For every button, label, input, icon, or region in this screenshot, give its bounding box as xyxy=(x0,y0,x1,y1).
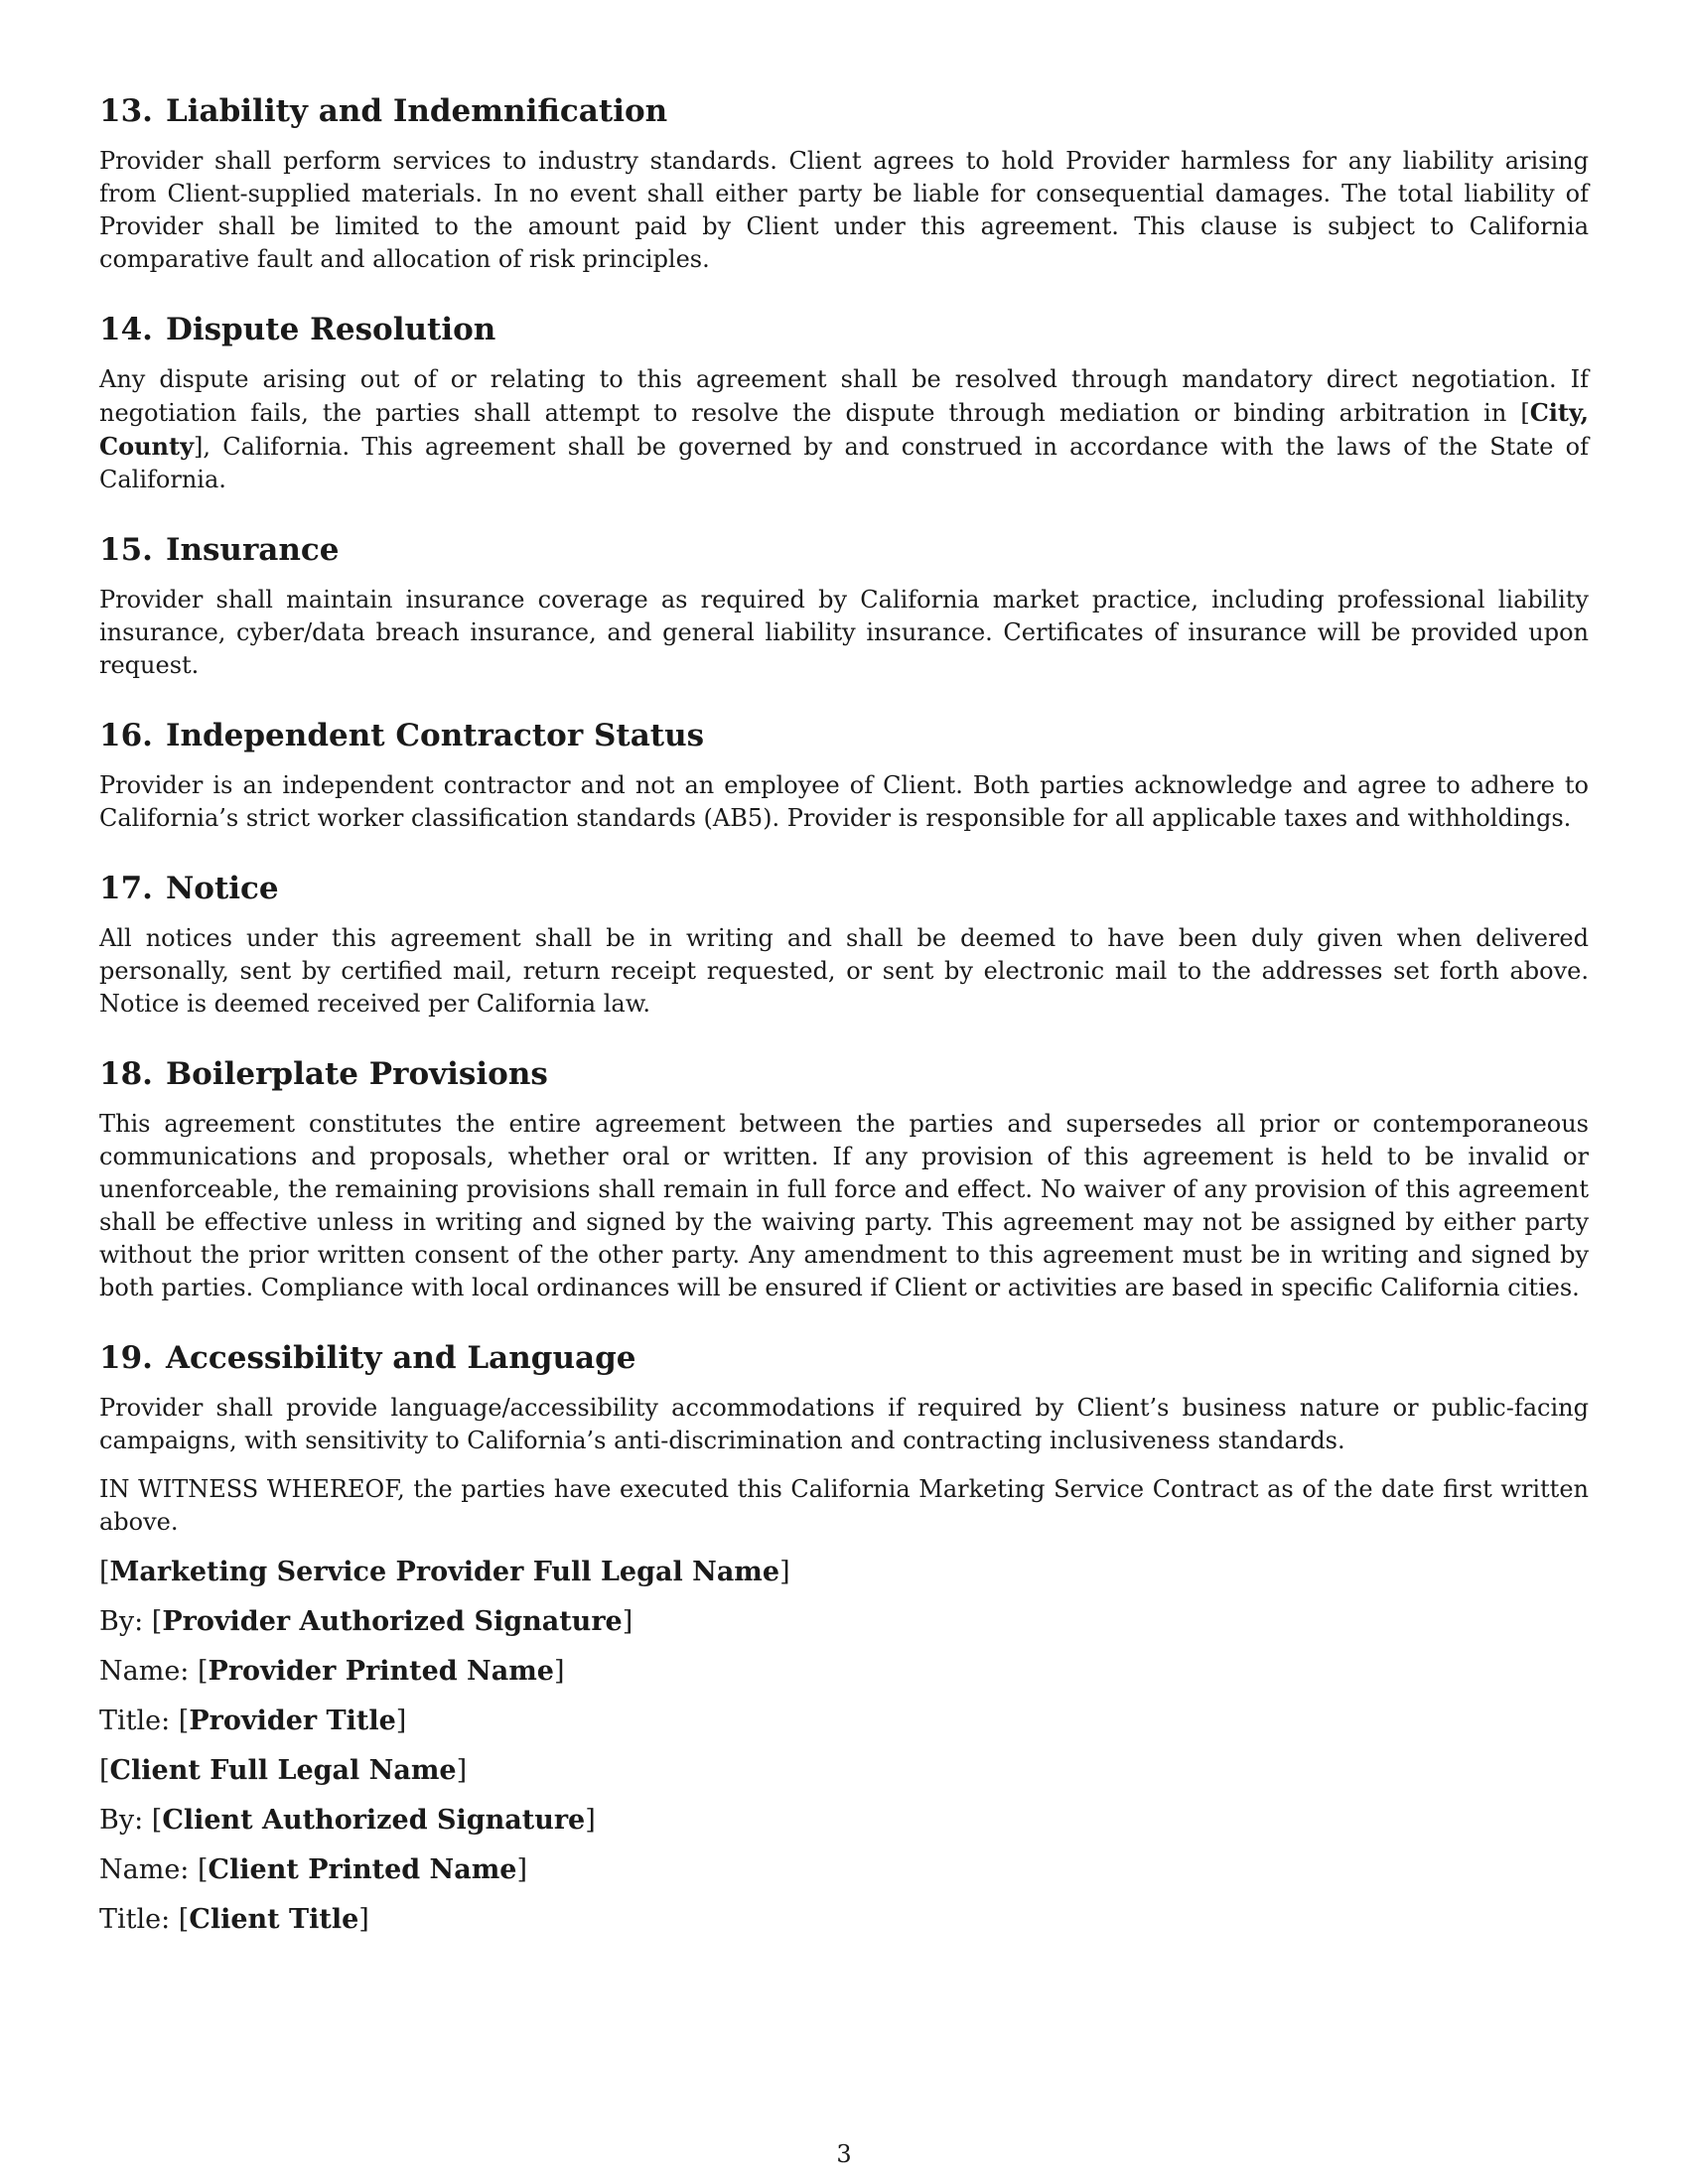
section-title: Boilerplate Provisions xyxy=(165,1056,548,1092)
client-title: Client Title xyxy=(189,1904,359,1935)
section-number: 19. xyxy=(99,1340,153,1376)
section-body: Provider shall maintain insurance coverage as required by California market practice, including professional liability insurance, cyber/data breach insurance, and general liability insurance. Certificates of insurance will be provided upon request. xyxy=(99,586,1589,679)
section-heading xyxy=(99,716,1589,755)
client-signature-line: By: [Client Authorized Signature] xyxy=(99,1805,596,1836)
section-title: Insurance xyxy=(165,532,340,568)
section-19 xyxy=(99,1338,1589,1938)
section-heading xyxy=(99,1054,1589,1094)
name-label: Name: xyxy=(99,1854,190,1885)
section-title: Dispute Resolution xyxy=(165,312,496,347)
section-title: Liability and Indemnification xyxy=(165,93,668,129)
section-heading xyxy=(99,310,1589,349)
section-body: Provider shall provide language/accessibility accommodations if required by Client’s business nature or public-facing campaigns, with sensitivity to California’s anti-discrimination and contracting inclusiveness standards. xyxy=(99,1394,1589,1454)
section-14 xyxy=(99,310,1589,496)
provider-legal-name: Marketing Service Provider Full Legal Name xyxy=(109,1557,780,1587)
provider-printed-name: Provider Printed Name xyxy=(208,1656,554,1687)
section-number: 18. xyxy=(99,1056,153,1092)
provider-title: Provider Title xyxy=(189,1706,396,1736)
section-heading xyxy=(99,91,1589,131)
page-number: 3 xyxy=(836,2140,852,2168)
client-printed-name-line: Name: [Client Printed Name] xyxy=(99,1854,528,1885)
section-body xyxy=(99,363,1589,496)
provider-signature: Provider Authorized Signature xyxy=(162,1606,623,1637)
section-15 xyxy=(99,530,1589,682)
section-17 xyxy=(99,869,1589,1021)
provider-title-line: Title: [Provider Title] xyxy=(99,1706,407,1736)
section-number: 14. xyxy=(99,312,153,347)
client-printed-name: Client Printed Name xyxy=(208,1854,517,1885)
section-body: Provider is an independent contractor and not an employee of Client. Both parties acknowledge and agree to adhere to California’s strict worker classification standards (AB5). Provider is responsible for all applicable taxes and withholdings. xyxy=(99,771,1589,832)
title-label: Title: xyxy=(99,1706,171,1736)
section-number: 13. xyxy=(99,93,153,129)
by-label: By: xyxy=(99,1805,144,1836)
section-body: Provider shall perform services to industry standards. Client agrees to hold Provider harmless for any liability arising from Client-supplied materials. In no event shall either party be liable for consequential damages. The total liability of Provider shall be limited to the amount paid by Client under this agreement. This clause is subject to California comparative fault and allocation of risk principles. xyxy=(99,147,1589,273)
section-heading xyxy=(99,1338,1589,1378)
name-label: Name: xyxy=(99,1656,190,1687)
by-label: By: xyxy=(99,1606,144,1637)
section-title: Accessibility and Language xyxy=(165,1340,636,1376)
witness-clause: IN WITNESS WHEREOF, the parties have executed this California Marketing Service Contract as of the date first written above. xyxy=(99,1475,1589,1536)
title-label: Title: xyxy=(99,1904,171,1935)
section-heading xyxy=(99,869,1589,908)
section-title: Notice xyxy=(165,871,279,906)
section-body: All notices under this agreement shall be in writing and shall be deemed to have been duly given when delivered personally, sent by certified mail, return receipt requested, or sent by electronic mail to the addresses set forth above. Notice is deemed received per California law. xyxy=(99,924,1589,1018)
section-16 xyxy=(99,716,1589,835)
section-body: This agreement constitutes the entire agreement between the parties and supersedes all prior or contemporaneous communications and proposals, whether oral or written. If any provision of this agreement is held to be invalid or unenforceable, the remaining provisions shall remain in full force and effect. No waiver of any provision of this agreement shall be effective unless in writing and signed by the waiving party. This agreement may not be assigned by either party without the prior written consent of the other party. Any amendment to this agreement must be in writing and signed by both parties. Compliance with local ordinances will be ensured if Client or activities are based in specific California cities. xyxy=(99,1110,1589,1301)
section-number: 15. xyxy=(99,532,153,568)
provider-printed-name-line: Name: [Provider Printed Name] xyxy=(99,1656,565,1687)
body-text-before: Any dispute arising out of or relating to this agreement shall be resolved through mandatory direct negotiation. If negotiation fails, the parties shall attempt to resolve the dispute through mediation or binding arbitration in [ xyxy=(99,365,1589,427)
client-legal-name-line: [Client Full Legal Name] xyxy=(99,1755,468,1786)
section-title: Independent Contractor Status xyxy=(165,718,705,753)
signature-block xyxy=(99,1555,1589,1938)
section-18 xyxy=(99,1054,1589,1304)
provider-legal-name-line: [Marketing Service Provider Full Legal Name] xyxy=(99,1557,790,1587)
body-text-after: ], California. This agreement shall be governed by and construed in accordance with the laws of the State of California. xyxy=(99,433,1589,493)
client-legal-name: Client Full Legal Name xyxy=(109,1755,457,1786)
section-13 xyxy=(99,91,1589,276)
client-title-line: Title: [Client Title] xyxy=(99,1904,369,1935)
client-signature: Client Authorized Signature xyxy=(162,1805,586,1836)
section-heading xyxy=(99,530,1589,570)
document-page xyxy=(99,91,1589,1972)
provider-signature-line: By: [Provider Authorized Signature] xyxy=(99,1606,633,1637)
section-number: 17. xyxy=(99,871,153,906)
section-number: 16. xyxy=(99,718,153,753)
city-county-placeholder: City, County xyxy=(99,398,1589,461)
